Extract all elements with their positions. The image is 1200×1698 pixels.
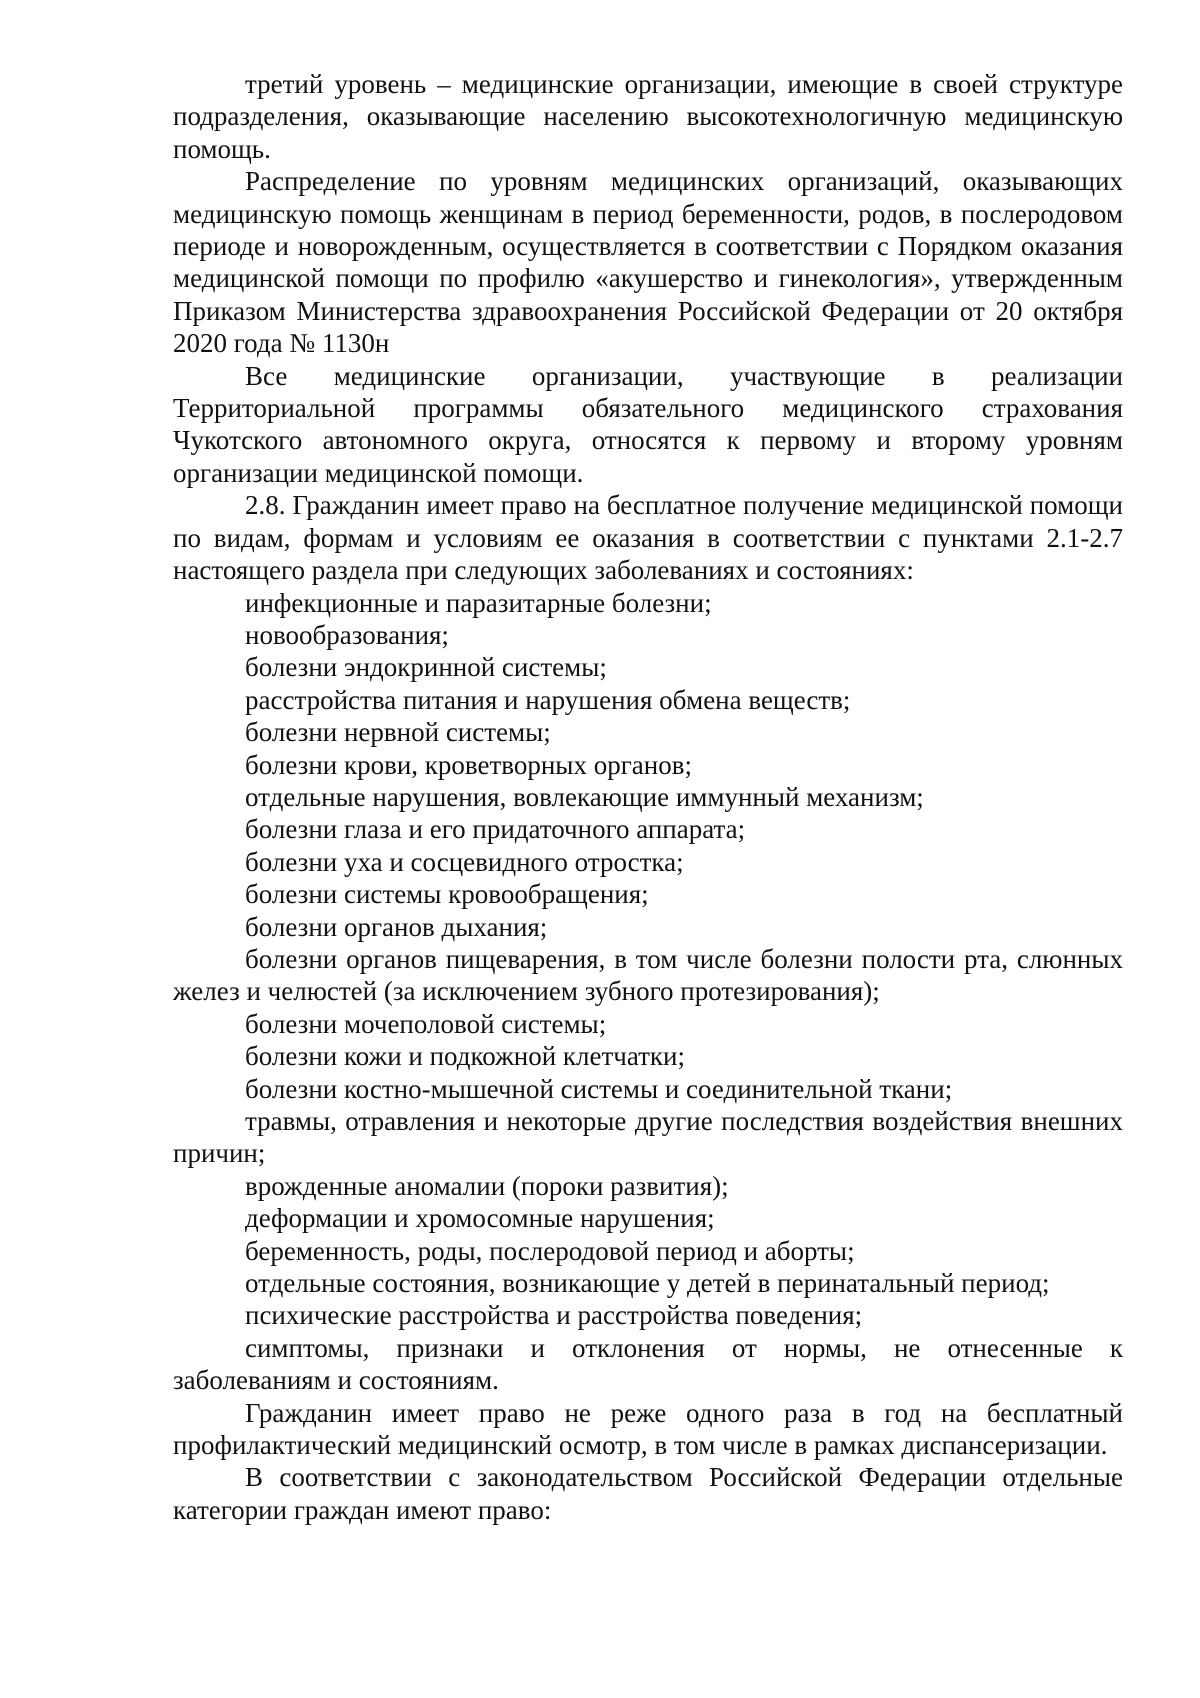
list-item: болезни системы кровообращения; bbox=[245, 879, 649, 910]
list-item: болезни крови, кроветворных органов; bbox=[245, 749, 692, 780]
document-page bbox=[173, 68, 1123, 1526]
paragraph-categories-rights: В соответствии с законодательством Российской Федерации отдельные категории граждан имеют право: bbox=[173, 1462, 1123, 1525]
list-item: новообразования; bbox=[245, 619, 449, 650]
list-item: болезни органов пищеварения, в том числе болезни полости рта, слюнных желез и челюстей (за исключением зубного протезирования); bbox=[173, 943, 1123, 1007]
paragraph-all-organizations: Все медицинские организации, участвующие в реализации Территориальной программы обязательного медицинского страхования Чукотского автономного округа, относятся к первому и второму уровням организации медицинской помощи. bbox=[173, 360, 1123, 488]
diseases-list bbox=[173, 587, 1123, 1397]
paragraph-section-2-8: 2.8. Гражданин имеет право на бесплатное получение медицинской помощи по видам, формам и условиям ее оказания в соответствии с пунктами 2.1-2.7 настоящего раздела при следующих заболеваниях и состояниях: bbox=[173, 490, 1123, 586]
list-item: болезни уха и сосцевидного отростка; bbox=[245, 846, 684, 877]
paragraph-third-level: третий уровень – медицинские организации, имеющие в своей структуре подразделения, оказывающие населению высокотехнологичную медицинскую помощь. bbox=[173, 69, 1123, 164]
list-item: болезни эндокринной системы; bbox=[245, 652, 607, 683]
list-item: болезни глаза и его придаточного аппарата; bbox=[245, 814, 746, 845]
list-item: болезни костно-мышечной системы и соединительной ткани; bbox=[245, 1073, 953, 1104]
paragraph-preventive-exam: Гражданин имеет право не реже одного раза в год на бесплатный профилактический медицинский осмотр, в том числе в рамках диспансеризации. bbox=[173, 1397, 1123, 1461]
list-item: беременность, роды, послеродовой период и аборты; bbox=[245, 1235, 855, 1266]
list-item: болезни кожи и подкожной клетчатки; bbox=[245, 1041, 686, 1072]
paragraph-distribution-levels: Распределение по уровням медицинских организаций, оказывающих медицинскую помощь женщинам в период беременности, родов, в послеродовом периоде и новорожденным, осуществляется в соответствии с Порядком оказания медицинской помощи по профилю «акушерство и гинекология», утвержденным Приказом Министерства здравоохранения Российской Федерации от 20 октября 2020 года № 1130н bbox=[173, 166, 1123, 359]
list-item: отдельные нарушения, вовлекающие иммунный механизм; bbox=[245, 781, 924, 812]
list-item: психические расстройства и расстройства поведения; bbox=[245, 1300, 863, 1331]
list-item: болезни органов дыхания; bbox=[245, 911, 548, 942]
list-item: отдельные состояния, возникающие у детей в перинатальный период; bbox=[245, 1268, 1050, 1299]
list-item: болезни мочеполовой системы; bbox=[245, 1008, 607, 1039]
list-item: врожденные аномалии (пороки развития); bbox=[245, 1170, 729, 1201]
list-item: деформации и хромосомные нарушения; bbox=[245, 1203, 715, 1234]
list-item: симптомы, признаки и отклонения от нормы, не отнесенные к заболеваниям и состояниям. bbox=[173, 1332, 1123, 1396]
list-item: инфекционные и паразитарные болезни; bbox=[245, 587, 712, 618]
list-item: травмы, отравления и некоторые другие последствия воздействия внешних причин; bbox=[173, 1106, 1123, 1169]
list-item: болезни нервной системы; bbox=[245, 717, 551, 748]
list-item: расстройства питания и нарушения обмена веществ; bbox=[245, 684, 851, 715]
